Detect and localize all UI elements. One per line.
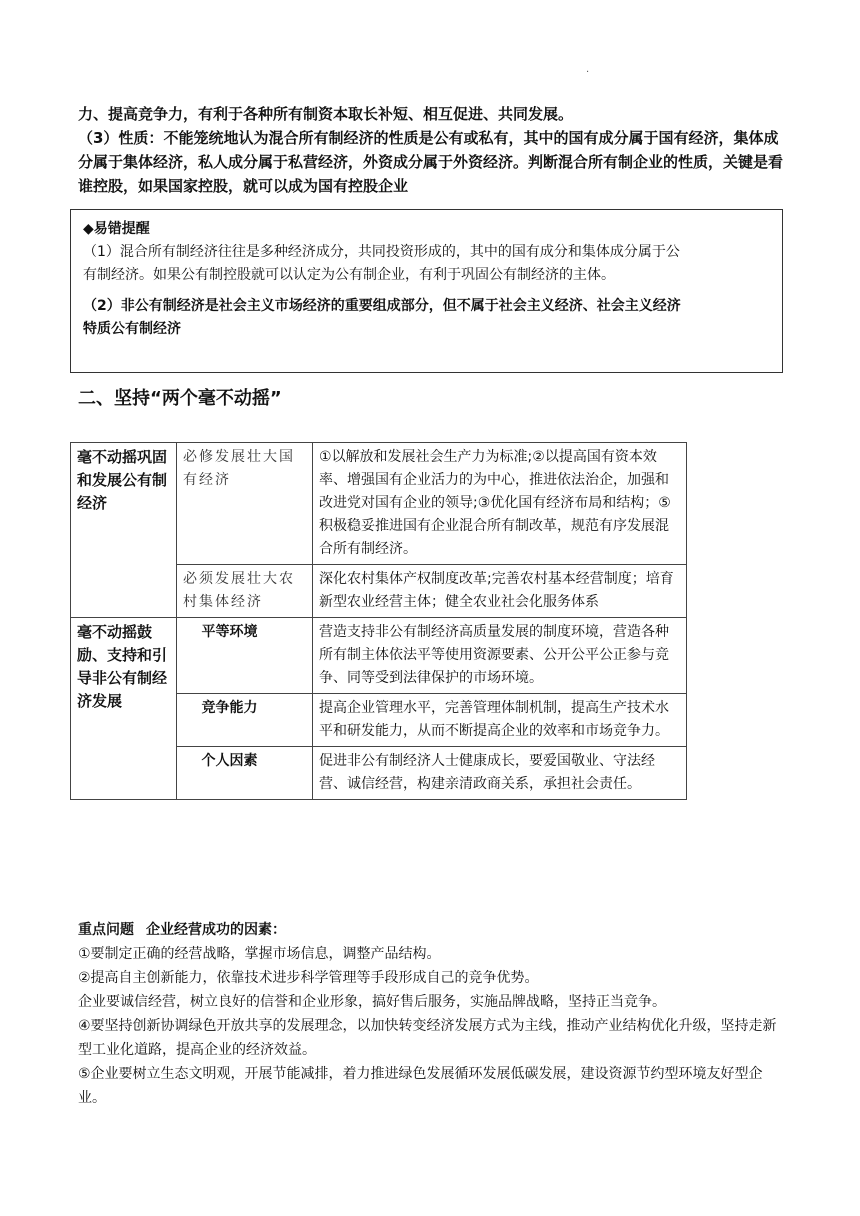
row-content-collective-economy: 深化农村集体产权制度改革;完善农村基本经营制度；培育新型农业经营主体；健全农业社会化服务体系 <box>313 565 687 618</box>
row-content-personal-factors: 促进非公有制经济人士健康成长，要爱国敬业、守法经营、诚信经营，构建亲清政商关系，承担社会责任。 <box>313 747 687 800</box>
error-reminder-point-2: （2）非公有制经济是社会主义市场经济的重要组成部分，但不属于社会主义经济、社会主义经济特质公有制经济 <box>83 298 681 337</box>
table-row <box>71 618 687 694</box>
error-reminder-title: ◆易错提醒 <box>83 221 150 237</box>
section-heading: 二、坚持“两个毫不动摇” <box>78 388 282 409</box>
row-label-personal-factors: 个人因素 <box>177 747 313 800</box>
error-reminder-box <box>70 209 783 373</box>
two-unwavering-table <box>70 442 687 800</box>
row-content-state-economy: ①以解放和发展社会生产力为标准;②以提高国有资本效率、增强国有企业活力的为中心，推进依法治企，加强和改进党对国有企业的领导;③优化国有经济布局和结构；⑤积极稳妥推进国有企业混合所有制改革，规范有序发展混合所有制经济。 <box>313 443 687 565</box>
row-label-collective-economy: 必须发展壮大农村集体经济 <box>177 565 313 618</box>
list-item: ②提高自主创新能力，依靠技术进步科学管理等手段形成自己的竞争优势。 <box>78 970 539 986</box>
key-issues-label: 重点问题 <box>78 922 134 938</box>
list-item: ①要制定正确的经营战略，掌握市场信息，调整产品结构。 <box>78 946 441 962</box>
row-content-competitiveness: 提高企业管理水平，完善管理体制机制，提高生产技术水平和研发能力，从而不断提高企业的效率和市场竞争力。 <box>313 694 687 747</box>
list-item: ④要坚持创新协调绿色开放共享的发展理念，以加快转变经济发展方式为主线，推动产业结构优化升级，坚持走新型工业化道路，提高企业的经济效益。 <box>78 1018 777 1058</box>
intro-text-block <box>78 102 790 198</box>
error-reminder-point-1: （1）混合所有制经济往往是多种经济成分，共同投资形成的，其中的国有成分和集体成分属于公有制经济。如果公有制控股就可以认定为公有制企业，有利于巩固公有制经济的主体。 <box>83 244 680 283</box>
key-issues-topic: 企业经营成功的因素： <box>146 922 286 938</box>
list-item: 企业要诚信经营，树立良好的信誉和企业形象，搞好售后服务，实施品牌战略，坚持正当竞争。 <box>78 994 666 1010</box>
row-label-competitiveness: 竞争能力 <box>177 694 313 747</box>
row-label-state-economy: 必修发展壮大国有经济 <box>177 443 313 565</box>
table-row <box>71 443 687 565</box>
row-label-equal-environment: 平等环境 <box>177 618 313 694</box>
intro-line: 力、提高竞争力，有利于各种所有制资本取长补短、相互促进、共同发展。 <box>78 105 574 123</box>
list-item: ⑤企业要树立生态文明观，开展节能减排，着力推进绿色发展循环发展低碳发展，建设资源节约型环境友好型企业。 <box>78 1066 763 1106</box>
key-issues-block <box>78 918 788 1110</box>
nature-paragraph: （3）性质：不能笼统地认为混合所有制经济的性质是公有或私有，其中的国有成分属于国有经济，集体成分属于集体经济，私人成分属于私营经济，外资成分属于外资经济。判断混合所有制企业的性质，关键是看谁控股，如果国家控股，就可以成为国有控股企业 <box>78 129 784 195</box>
group-heading-nonpublic: 毫不动摇鼓励、支持和引导非公有制经济发展 <box>71 618 177 800</box>
page-top-mark: . <box>586 64 590 75</box>
row-content-equal-environment: 营造支持非公有制经济高质量发展的制度环境，营造各种所有制主体依法平等使用资源要素、公开公平公正参与竞争、同等受到法律保护的市场环境。 <box>313 618 687 694</box>
group-heading-public: 毫不动摇巩固和发展公有制经济 <box>71 443 177 618</box>
key-issues-title <box>78 918 788 942</box>
